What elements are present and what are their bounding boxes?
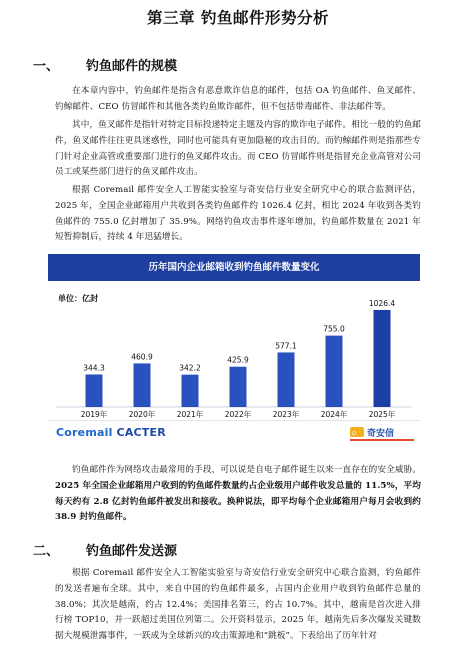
section-1-paragraph-4-part-b: 2025 年全国企业邮箱用户收到的钓鱼邮件数量约占企业级用户邮件收发总量的 11.5%，平均每天约有 2.8 亿封钓鱼邮件被发出和接收。换种说法，即平均每个企业邮箱用户每月会收到约 38.9 封钓鱼邮件。 bbox=[55, 480, 421, 523]
bar-chart bbox=[48, 281, 420, 419]
qianxin-logo-text: 奇安信 bbox=[367, 429, 395, 439]
x-tick-label: 2022年 bbox=[224, 410, 252, 419]
chart-unit-label: 单位：亿封 bbox=[58, 294, 98, 303]
bar-value-label: 1026.4 bbox=[368, 298, 396, 308]
bar-2024年 bbox=[326, 336, 343, 407]
qianxin-logo-mark-text: Q bbox=[352, 431, 356, 437]
cacter-logo-text: CACTER bbox=[116, 426, 166, 439]
section-1-number: 一、 bbox=[33, 59, 60, 74]
section-1-heading bbox=[33, 55, 177, 74]
x-tick-label: 2023年 bbox=[272, 410, 300, 419]
section-1-title: 钓鱼邮件的规模 bbox=[86, 59, 178, 74]
coremail-logo-text: Coremail bbox=[56, 426, 113, 439]
x-tick-label: 2021年 bbox=[176, 410, 204, 419]
section-1-paragraph-2: 其中，鱼叉邮件是指针对特定目标投递特定主题及内容的欺诈电子邮件。相比一般的钓鱼邮件，鱼叉邮件往往更具迷惑性，同时也可能具有更加隐秘的攻击目的。而钓鲸邮件则是指那些专门针对企业高管或重要部门进行的鱼叉邮件攻击。而 CEO 仿冒邮件则是指冒充企业高管对公司员工或某些部门进行的鱼叉邮件攻击。 bbox=[55, 120, 421, 178]
chapter-title: 第三章 钓鱼邮件形势分析 bbox=[147, 9, 329, 27]
qianxin-logo bbox=[350, 425, 414, 443]
section-1-paragraph-4-part-a: 钓鱼邮件作为网络攻击最常用的手段，可以说是自电子邮件诞生以来一直存在的安全威胁。 bbox=[72, 465, 421, 475]
x-tick-label: 2024年 bbox=[320, 410, 348, 419]
bar-2021年 bbox=[182, 375, 199, 407]
qianxin-logo-underline bbox=[350, 439, 414, 441]
bar-2022年 bbox=[230, 367, 247, 407]
bar-value-label: 755.0 bbox=[323, 324, 345, 334]
bar-value-label: 460.9 bbox=[131, 352, 153, 362]
x-tick-label: 2025年 bbox=[368, 410, 396, 419]
section-2-title: 钓鱼邮件发送源 bbox=[86, 544, 178, 559]
bar-2025年 bbox=[374, 310, 391, 407]
section-2-paragraph-1: 根据 Coremail 邮件安全人工智能实验室与奇安信行业安全研究中心联合监测，钓鱼邮件的发送者遍布全球。其中，来自中国的钓鱼邮件最多，占国内企业用户收到钓鱼邮件总量的 38.0%；其次是越南，约占 12.4%；美国排名第三，约占 10.7%。其中，越南是首次进入排行榜 TOP10，并一跃超过美国位列第二。公开资料显示，2025 年，越南先后多次爆发关键数据大规模泄露事件，一跃成为全球新兴的攻击策源地和“跳板”。下表给出了历年针对 bbox=[55, 568, 421, 642]
x-tick-label: 2019年 bbox=[80, 410, 108, 419]
section-2-heading bbox=[33, 540, 177, 559]
bar-value-label: 577.1 bbox=[275, 341, 297, 351]
section-1-paragraph-1: 在本章内容中，钓鱼邮件是指含有恶意欺诈信息的邮件，包括 OA 钓鱼邮件、鱼叉邮件、钓鲸邮件、CEO 仿冒邮件和其他各类钓鱼欺诈邮件，但不包括带毒邮件、非法邮件等。 bbox=[55, 86, 421, 112]
bar-2020年 bbox=[134, 363, 151, 407]
chart-footer bbox=[48, 420, 420, 447]
bar-2019年 bbox=[86, 374, 103, 407]
bar-value-label: 344.3 bbox=[83, 363, 105, 373]
chart-figure bbox=[48, 254, 420, 446]
bar-value-label: 425.9 bbox=[227, 355, 249, 365]
chart-title: 历年国内企业邮箱收到钓鱼邮件数量变化 bbox=[48, 254, 420, 281]
section-2-number: 二、 bbox=[33, 544, 60, 559]
x-tick-label: 2020年 bbox=[128, 410, 156, 419]
bar-2023年 bbox=[278, 352, 295, 407]
section-1-paragraph-4 bbox=[55, 463, 421, 526]
section-1-paragraph-3: 根据 Coremail 邮件安全人工智能实验室与奇安信行业安全研究中心的联合监测评估，2025 年，全国企业邮箱用户共收到各类钓鱼邮件约 1026.4 亿封，相比 2024 年收到各类钓鱼邮件的 755.0 亿封增加了 35.9%。网络钓鱼攻击事件逐年增加，钓鱼邮件数量在 2021 年短暂抑制后，持续 4 年迅猛增长。 bbox=[55, 185, 421, 243]
coremail-cacter-logo bbox=[56, 426, 166, 439]
bar-value-label: 342.2 bbox=[179, 363, 201, 373]
